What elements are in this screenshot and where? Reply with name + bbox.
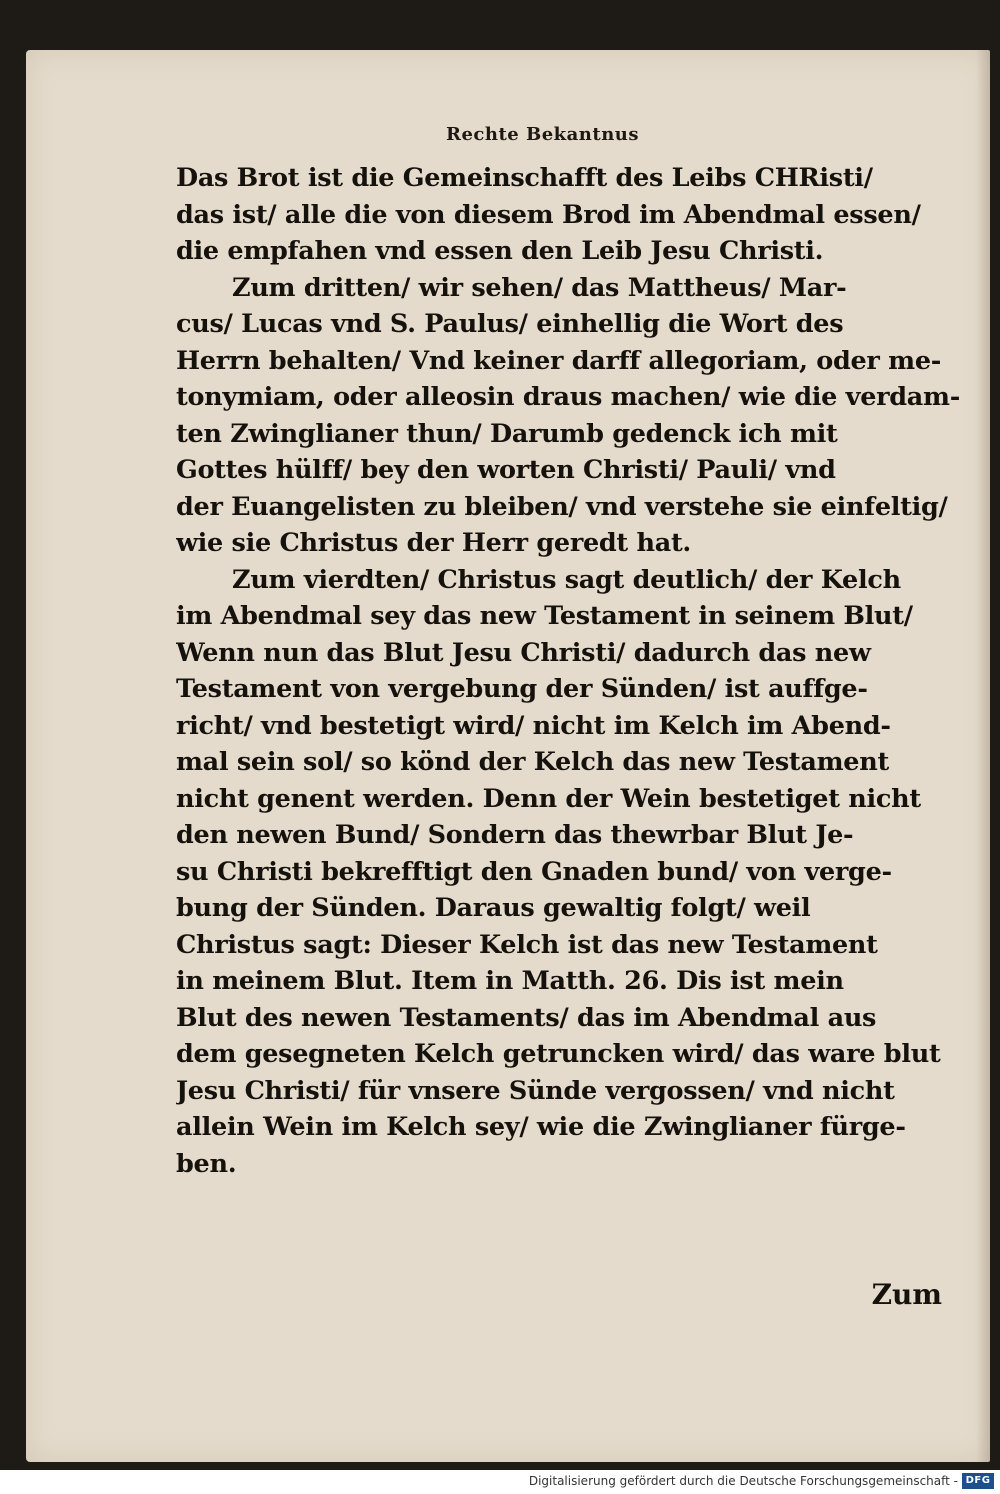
text-line: in meinem Blut. Item in Matth. 26. Dis ist mein (176, 966, 844, 996)
text-line: allein Wein im Kelch sey/ wie die Zwinglianer fürge- (176, 1112, 906, 1142)
text-line: cus/ Lucas vnd S. Paulus/ einhellig die Wort des (176, 309, 844, 339)
text-line: Herrn behalten/ Vnd keiner darff allegoriam, oder me- (176, 345, 942, 376)
text-line: der Euangelisten zu bleiben/ vnd verstehe sie einfeltig/ (176, 491, 948, 522)
text-line: Das Brot ist die Gemeinschafft des Leibs CHRisti/ (176, 163, 873, 193)
text-line: dem gesegneten Kelch getruncken wird/ das ware blut (176, 1039, 941, 1069)
text-line: tonymiam, oder alleosin draus machen/ wie die verdam- (176, 382, 960, 412)
text-line: mal sein sol/ so könd der Kelch das new Testament (176, 747, 889, 777)
text-line: im Abendmal sey das new Testament in seinem Blut/ (176, 601, 913, 631)
dfg-logo-icon: DFG (962, 1473, 994, 1489)
body-text (176, 160, 966, 1182)
book-page (26, 50, 990, 1462)
text-line: die empfahen vnd essen den Leib Jesu Christi. (176, 236, 824, 266)
footer-bar (0, 1470, 1000, 1494)
text-line: Christus sagt: Dieser Kelch ist das new Testament (176, 929, 878, 960)
text-line: bung der Sünden. Daraus gewaltig folgt/ weil (176, 893, 811, 923)
text-line: Gottes hülff/ bey den worten Christi/ Pauli/ vnd (176, 455, 836, 485)
text-line: wie sie Christus der Herr geredt hat. (176, 528, 691, 558)
text-line: ten Zwinglianer thun/ Darumb gedenck ich mit (176, 418, 838, 449)
running-head: Rechte Bekantnus (446, 124, 640, 145)
text-line: su Christi bekrefftigt den Gnaden bund/ von verge- (176, 856, 892, 887)
text-line: richt/ vnd bestetigt wird/ nicht im Kelch im Abend- (176, 710, 891, 741)
text-line: Zum vierdten/ Christus sagt deutlich/ der Kelch (232, 564, 901, 595)
text-line: das ist/ alle die von diesem Brod im Abendmal essen/ (176, 199, 921, 230)
page-edge-shadow (976, 50, 990, 1462)
text-line: nicht genent werden. Denn der Wein bestetiget nicht (176, 783, 921, 814)
funding-credit: Digitalisierung gefördert durch die Deutsche Forschungsgemeinschaft - (528, 1474, 958, 1488)
text-line: Testament von vergebung der Sünden/ ist auffge- (176, 674, 868, 704)
catchword: Zum (871, 1278, 942, 1311)
text-line: ben. (176, 1148, 237, 1179)
text-line: den newen Bund/ Sondern das thewrbar Blut Je- (176, 820, 854, 850)
text-line: Zum dritten/ wir sehen/ das Mattheus/ Mar- (232, 272, 847, 303)
text-line: Jesu Christi/ für vnsere Sünde vergossen/ vnd nicht (176, 1075, 895, 1106)
text-line: Blut des newen Testaments/ das im Abendmal aus (176, 1002, 877, 1033)
text-line: Wenn nun das Blut Jesu Christi/ dadurch das new (176, 637, 871, 668)
